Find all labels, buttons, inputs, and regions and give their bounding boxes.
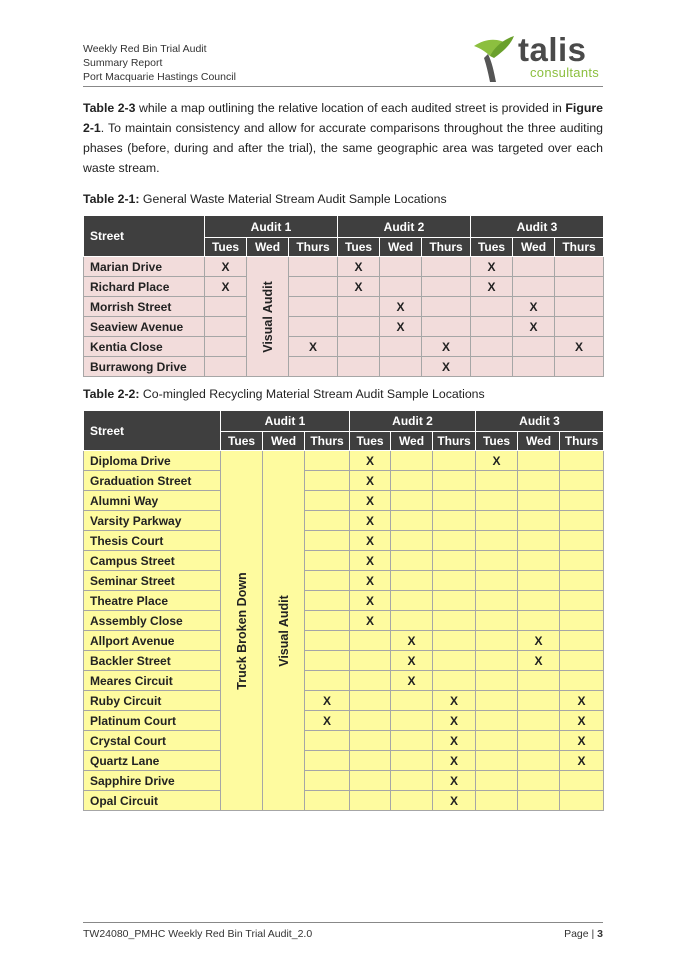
audit-mark-cell: X bbox=[518, 651, 560, 671]
audit-mark-cell bbox=[422, 257, 471, 277]
table-row bbox=[84, 491, 604, 511]
audit-mark-cell bbox=[305, 631, 350, 651]
audit-mark-cell bbox=[391, 491, 433, 511]
audit-mark-cell bbox=[518, 711, 560, 731]
audit-mark-cell bbox=[518, 511, 560, 531]
day-header: Thurs bbox=[560, 432, 604, 451]
audit-mark-cell bbox=[205, 297, 247, 317]
audit-mark-cell bbox=[391, 571, 433, 591]
audit-mark-cell bbox=[518, 551, 560, 571]
merged-visual-audit-cell bbox=[247, 257, 289, 377]
audit-mark-cell bbox=[476, 671, 518, 691]
table-row bbox=[84, 551, 604, 571]
audit-mark-cell bbox=[471, 357, 513, 377]
audit-mark-cell bbox=[433, 471, 476, 491]
day-header: Tues bbox=[471, 238, 513, 257]
audit-mark-cell: X bbox=[422, 337, 471, 357]
audit-mark-cell bbox=[476, 531, 518, 551]
audit-mark-cell: X bbox=[476, 451, 518, 471]
street-name: Backler Street bbox=[84, 651, 221, 671]
general-waste-audit-table bbox=[83, 215, 604, 377]
audit-mark-cell bbox=[391, 611, 433, 631]
audit-mark-cell bbox=[433, 531, 476, 551]
table-row bbox=[84, 791, 604, 811]
audit-mark-cell bbox=[289, 357, 338, 377]
audit-mark-cell bbox=[560, 551, 604, 571]
audit-mark-cell: X bbox=[433, 771, 476, 791]
street-name: Campus Street bbox=[84, 551, 221, 571]
table-row bbox=[84, 631, 604, 651]
audit-mark-cell bbox=[560, 651, 604, 671]
audit-mark-cell: X bbox=[433, 691, 476, 711]
audit-mark-cell bbox=[350, 651, 391, 671]
audit-3-header: Audit 3 bbox=[476, 411, 604, 432]
audit-mark-cell bbox=[338, 337, 380, 357]
audit-mark-cell bbox=[433, 591, 476, 611]
street-name: Seminar Street bbox=[84, 571, 221, 591]
audit-mark-cell bbox=[471, 297, 513, 317]
street-name: Seaview Avenue bbox=[84, 317, 205, 337]
page-label: Page | bbox=[564, 928, 598, 940]
audit-mark-cell bbox=[350, 751, 391, 771]
audit-mark-cell: X bbox=[471, 277, 513, 297]
audit-mark-cell: X bbox=[560, 751, 604, 771]
audit-mark-cell bbox=[471, 317, 513, 337]
audit-mark-cell bbox=[391, 791, 433, 811]
audit-mark-cell bbox=[391, 731, 433, 751]
table1-caption-text: General Waste Material Stream Audit Sample Locations bbox=[139, 192, 447, 206]
audit-mark-cell bbox=[476, 471, 518, 491]
audit-mark-cell bbox=[560, 531, 604, 551]
audit-mark-cell bbox=[560, 591, 604, 611]
visual-audit-label: Visual Audit bbox=[276, 594, 291, 667]
page-header bbox=[83, 42, 236, 84]
footer-divider bbox=[83, 922, 603, 923]
audit-mark-cell bbox=[305, 451, 350, 471]
table2-caption-text: Co-mingled Recycling Material Stream Audit Sample Locations bbox=[139, 387, 485, 401]
figure-reference: Figure 2-1 bbox=[83, 101, 603, 135]
audit-mark-cell bbox=[305, 611, 350, 631]
audit-mark-cell bbox=[380, 257, 422, 277]
day-header: Tues bbox=[350, 432, 391, 451]
audit-mark-cell bbox=[305, 771, 350, 791]
audit-mark-cell bbox=[205, 357, 247, 377]
audit-mark-cell bbox=[338, 317, 380, 337]
audit-2-header: Audit 2 bbox=[350, 411, 476, 432]
audit-mark-cell: X bbox=[305, 691, 350, 711]
audit-mark-cell: X bbox=[338, 257, 380, 277]
talis-logo bbox=[468, 30, 608, 82]
table-row bbox=[84, 671, 604, 691]
audit-mark-cell bbox=[560, 671, 604, 691]
intro-paragraph bbox=[83, 98, 603, 178]
audit-mark-cell bbox=[476, 751, 518, 771]
audit-mark-cell bbox=[305, 671, 350, 691]
street-name: Meares Circuit bbox=[84, 671, 221, 691]
audit-mark-cell: X bbox=[205, 257, 247, 277]
table2-caption-label: Table 2-2: bbox=[83, 387, 140, 401]
street-column-header: Street bbox=[84, 411, 221, 451]
audit-mark-cell bbox=[305, 731, 350, 751]
audit-mark-cell: X bbox=[289, 337, 338, 357]
audit-mark-cell bbox=[433, 631, 476, 651]
audit-mark-cell bbox=[433, 611, 476, 631]
audit-mark-cell: X bbox=[391, 671, 433, 691]
audit-mark-cell bbox=[476, 631, 518, 651]
audit-mark-cell bbox=[289, 257, 338, 277]
audit-mark-cell bbox=[305, 651, 350, 671]
street-name: Ruby Circuit bbox=[84, 691, 221, 711]
audit-mark-cell: X bbox=[391, 631, 433, 651]
street-name: Burrawong Drive bbox=[84, 357, 205, 377]
visual-audit-label: Visual Audit bbox=[260, 280, 275, 353]
intro-text-2: . To maintain consistency and allow for accurate comparisons throughout the three auditing phases (before, during and after the trial), the same geographic area was targeted over each waste stream. bbox=[83, 121, 603, 175]
street-name: Crystal Court bbox=[84, 731, 221, 751]
audit-mark-cell bbox=[513, 337, 555, 357]
audit-mark-cell: X bbox=[391, 651, 433, 671]
audit-mark-cell bbox=[350, 731, 391, 751]
audit-mark-cell bbox=[391, 531, 433, 551]
audit-mark-cell: X bbox=[555, 337, 604, 357]
audit-mark-cell bbox=[338, 357, 380, 377]
audit-mark-cell bbox=[518, 771, 560, 791]
audit-mark-cell bbox=[289, 277, 338, 297]
audit-mark-cell bbox=[350, 691, 391, 711]
audit-mark-cell bbox=[433, 651, 476, 671]
audit-mark-cell bbox=[391, 551, 433, 571]
audit-mark-cell bbox=[518, 571, 560, 591]
street-name: Marian Drive bbox=[84, 257, 205, 277]
intro-text-1: while a map outlining the relative location of each audited street is provided in bbox=[135, 101, 566, 115]
street-name: Thesis Court bbox=[84, 531, 221, 551]
street-name: Allport Avenue bbox=[84, 631, 221, 651]
audit-mark-cell: X bbox=[433, 791, 476, 811]
table-row bbox=[84, 277, 604, 297]
day-header: Wed bbox=[380, 238, 422, 257]
audit-mark-cell bbox=[560, 451, 604, 471]
table-reference: Table 2-3 bbox=[83, 101, 136, 115]
recycling-audit-table bbox=[83, 410, 604, 811]
footer-document-id: TW24080_PMHC Weekly Red Bin Trial Audit_2.0 bbox=[83, 928, 313, 940]
audit-mark-cell bbox=[350, 711, 391, 731]
audit-mark-cell: X bbox=[350, 551, 391, 571]
audit-mark-cell bbox=[560, 611, 604, 631]
table-row bbox=[84, 317, 604, 337]
day-header: Thurs bbox=[433, 432, 476, 451]
audit-mark-cell bbox=[289, 297, 338, 317]
audit-mark-cell bbox=[476, 551, 518, 571]
audit-2-header: Audit 2 bbox=[338, 216, 471, 238]
street-name: Sapphire Drive bbox=[84, 771, 221, 791]
audit-mark-cell: X bbox=[350, 591, 391, 611]
audit-mark-cell bbox=[476, 771, 518, 791]
audit-mark-cell bbox=[305, 491, 350, 511]
footer-page bbox=[564, 928, 603, 940]
table2-caption bbox=[83, 386, 485, 402]
audit-mark-cell bbox=[476, 791, 518, 811]
audit-mark-cell bbox=[391, 471, 433, 491]
audit-mark-cell bbox=[205, 317, 247, 337]
audit-mark-cell bbox=[518, 611, 560, 631]
street-name: Kentia Close bbox=[84, 337, 205, 357]
day-header: Tues bbox=[205, 238, 247, 257]
audit-mark-cell bbox=[350, 791, 391, 811]
audit-mark-cell bbox=[380, 277, 422, 297]
table1-caption-label: Table 2-1: bbox=[83, 192, 140, 206]
street-name: Richard Place bbox=[84, 277, 205, 297]
audit-mark-cell bbox=[338, 297, 380, 317]
day-header: Wed bbox=[391, 432, 433, 451]
day-header: Tues bbox=[221, 432, 263, 451]
table-row bbox=[84, 731, 604, 751]
day-header: Thurs bbox=[422, 238, 471, 257]
audit-mark-cell: X bbox=[433, 751, 476, 771]
day-header: Wed bbox=[518, 432, 560, 451]
audit-mark-cell bbox=[305, 551, 350, 571]
day-header: Wed bbox=[513, 238, 555, 257]
audit-mark-cell bbox=[305, 511, 350, 531]
table-row bbox=[84, 337, 604, 357]
audit-mark-cell bbox=[422, 317, 471, 337]
table-row bbox=[84, 451, 604, 471]
table-row bbox=[84, 711, 604, 731]
talis-leaf-icon bbox=[468, 32, 520, 84]
audit-mark-cell: X bbox=[433, 711, 476, 731]
truck-broken-down-label: Truck Broken Down bbox=[234, 571, 249, 690]
audit-mark-cell: X bbox=[513, 317, 555, 337]
day-header: Wed bbox=[263, 432, 305, 451]
audit-mark-cell bbox=[205, 337, 247, 357]
audit-mark-cell bbox=[433, 451, 476, 471]
audit-mark-cell bbox=[513, 257, 555, 277]
audit-mark-cell bbox=[391, 711, 433, 731]
audit-mark-cell: X bbox=[305, 711, 350, 731]
audit-mark-cell bbox=[433, 491, 476, 511]
audit-mark-cell bbox=[555, 277, 604, 297]
audit-mark-cell bbox=[513, 357, 555, 377]
street-name: Platinum Court bbox=[84, 711, 221, 731]
audit-mark-cell bbox=[422, 297, 471, 317]
audit-mark-cell bbox=[471, 337, 513, 357]
audit-mark-cell: X bbox=[350, 511, 391, 531]
audit-mark-cell: X bbox=[422, 357, 471, 377]
audit-mark-cell: X bbox=[560, 711, 604, 731]
audit-mark-cell: X bbox=[560, 731, 604, 751]
merged-visual-audit-cell bbox=[263, 451, 305, 811]
audit-mark-cell: X bbox=[338, 277, 380, 297]
merged-truck-broken-down-cell bbox=[221, 451, 263, 811]
audit-mark-cell bbox=[513, 277, 555, 297]
day-header: Wed bbox=[247, 238, 289, 257]
day-header: Tues bbox=[338, 238, 380, 257]
header-line-1: Weekly Red Bin Trial Audit bbox=[83, 43, 207, 55]
table-row bbox=[84, 571, 604, 591]
audit-mark-cell bbox=[555, 357, 604, 377]
audit-mark-cell bbox=[350, 671, 391, 691]
table-row bbox=[84, 357, 604, 377]
audit-mark-cell bbox=[433, 511, 476, 531]
audit-mark-cell bbox=[391, 771, 433, 791]
audit-mark-cell bbox=[518, 471, 560, 491]
audit-mark-cell: X bbox=[350, 491, 391, 511]
audit-mark-cell: X bbox=[380, 297, 422, 317]
audit-mark-cell: X bbox=[350, 451, 391, 471]
audit-mark-cell bbox=[391, 511, 433, 531]
audit-mark-cell bbox=[560, 771, 604, 791]
audit-mark-cell bbox=[476, 611, 518, 631]
table-row bbox=[84, 591, 604, 611]
audit-mark-cell bbox=[476, 651, 518, 671]
audit-mark-cell bbox=[391, 751, 433, 771]
audit-mark-cell: X bbox=[350, 531, 391, 551]
street-name: Varsity Parkway bbox=[84, 511, 221, 531]
table-row bbox=[84, 471, 604, 491]
audit-mark-cell: X bbox=[205, 277, 247, 297]
audit-mark-cell bbox=[305, 751, 350, 771]
audit-mark-cell bbox=[476, 491, 518, 511]
audit-mark-cell bbox=[476, 511, 518, 531]
audit-mark-cell bbox=[518, 791, 560, 811]
audit-mark-cell: X bbox=[513, 297, 555, 317]
audit-mark-cell bbox=[476, 691, 518, 711]
audit-mark-cell bbox=[391, 591, 433, 611]
audit-mark-cell bbox=[305, 791, 350, 811]
table-row bbox=[84, 531, 604, 551]
audit-mark-cell bbox=[350, 631, 391, 651]
audit-mark-cell bbox=[560, 471, 604, 491]
audit-mark-cell bbox=[380, 337, 422, 357]
day-header: Tues bbox=[476, 432, 518, 451]
audit-mark-cell bbox=[305, 571, 350, 591]
audit-mark-cell bbox=[518, 671, 560, 691]
table-row bbox=[84, 771, 604, 791]
audit-mark-cell bbox=[560, 511, 604, 531]
page-number: 3 bbox=[597, 928, 603, 940]
table-row bbox=[84, 651, 604, 671]
audit-mark-cell bbox=[518, 591, 560, 611]
street-name: Graduation Street bbox=[84, 471, 221, 491]
audit-mark-cell bbox=[422, 277, 471, 297]
audit-mark-cell bbox=[433, 671, 476, 691]
audit-mark-cell: X bbox=[518, 631, 560, 651]
street-name: Alumni Way bbox=[84, 491, 221, 511]
audit-mark-cell bbox=[476, 731, 518, 751]
audit-mark-cell bbox=[560, 631, 604, 651]
audit-mark-cell bbox=[518, 691, 560, 711]
audit-mark-cell bbox=[476, 571, 518, 591]
audit-mark-cell: X bbox=[380, 317, 422, 337]
table-row bbox=[84, 297, 604, 317]
audit-mark-cell bbox=[380, 357, 422, 377]
audit-mark-cell bbox=[433, 571, 476, 591]
audit-mark-cell bbox=[518, 751, 560, 771]
header-divider bbox=[83, 86, 603, 87]
audit-1-header: Audit 1 bbox=[221, 411, 350, 432]
audit-mark-cell bbox=[555, 257, 604, 277]
table1-caption bbox=[83, 191, 447, 207]
street-name: Quartz Lane bbox=[84, 751, 221, 771]
logo-wordmark: talis bbox=[518, 31, 587, 68]
table-row bbox=[84, 611, 604, 631]
street-name: Theatre Place bbox=[84, 591, 221, 611]
day-header: Thurs bbox=[289, 238, 338, 257]
street-column-header: Street bbox=[84, 216, 205, 257]
audit-mark-cell bbox=[305, 471, 350, 491]
audit-mark-cell bbox=[433, 551, 476, 571]
audit-mark-cell bbox=[560, 491, 604, 511]
audit-1-header: Audit 1 bbox=[205, 216, 338, 238]
audit-mark-cell bbox=[391, 451, 433, 471]
logo-subtitle: consultants bbox=[530, 65, 600, 80]
audit-mark-cell bbox=[518, 531, 560, 551]
audit-mark-cell bbox=[289, 317, 338, 337]
audit-mark-cell bbox=[555, 297, 604, 317]
table-row bbox=[84, 511, 604, 531]
audit-mark-cell bbox=[476, 591, 518, 611]
audit-mark-cell bbox=[560, 571, 604, 591]
day-header: Thurs bbox=[555, 238, 604, 257]
header-line-3: Port Macquarie Hastings Council bbox=[83, 71, 236, 83]
audit-mark-cell bbox=[350, 771, 391, 791]
audit-mark-cell bbox=[555, 317, 604, 337]
audit-mark-cell: X bbox=[350, 471, 391, 491]
day-header: Thurs bbox=[305, 432, 350, 451]
header-line-2: Summary Report bbox=[83, 57, 163, 69]
audit-mark-cell bbox=[518, 451, 560, 471]
audit-mark-cell bbox=[518, 731, 560, 751]
audit-mark-cell: X bbox=[350, 611, 391, 631]
audit-mark-cell: X bbox=[560, 691, 604, 711]
audit-mark-cell bbox=[391, 691, 433, 711]
audit-mark-cell bbox=[476, 711, 518, 731]
audit-mark-cell: X bbox=[433, 731, 476, 751]
street-name: Morrish Street bbox=[84, 297, 205, 317]
audit-mark-cell: X bbox=[350, 571, 391, 591]
street-name: Assembly Close bbox=[84, 611, 221, 631]
audit-mark-cell bbox=[560, 791, 604, 811]
table-row bbox=[84, 691, 604, 711]
audit-mark-cell bbox=[518, 491, 560, 511]
street-name: Opal Circuit bbox=[84, 791, 221, 811]
table-row bbox=[84, 751, 604, 771]
audit-mark-cell: X bbox=[471, 257, 513, 277]
street-name: Diploma Drive bbox=[84, 451, 221, 471]
audit-mark-cell bbox=[305, 531, 350, 551]
table-row bbox=[84, 257, 604, 277]
audit-3-header: Audit 3 bbox=[471, 216, 604, 238]
audit-mark-cell bbox=[305, 591, 350, 611]
